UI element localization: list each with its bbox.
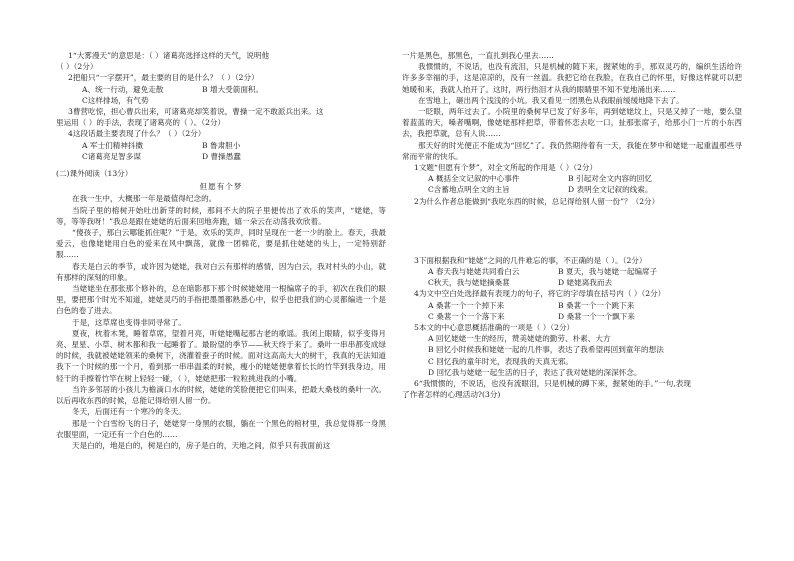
left-q1-line-2: （ ）（2分）: [56, 62, 98, 72]
right-q1-option-c: C含蓄地点明全文的主旨: [428, 185, 510, 195]
article-continued-paragraph-3: 在雪地上，砸出两个浅浅的小坑。我又看见一团黑色从我眼前缓缓地降下去了。: [418, 95, 684, 105]
right-q6-line-2: 了作者怎样的心理活动?(3分): [402, 390, 501, 400]
right-q4-options-row-2: [402, 311, 742, 322]
left-q2-option-b: B 增大受箭面积。: [202, 84, 264, 94]
article-paragraph-1: 在我一生中，大概那一年是最值得纪念的。: [72, 194, 217, 204]
right-q3-options-row-1: [402, 266, 742, 277]
article-paragraph-3: “傻孩子，那白云哪能抓住呢？”于是，欢乐的笑声，同时呈现在一老一少的脸上。春天，我最爱云，也像姥姥用白色的爱来在风中飘荡，就像一团棉花，要是抓住姥姥的头上，一定特别舒服……: [56, 228, 386, 260]
right-q1-option-d: D 表明全文记叙的线索。: [568, 185, 653, 195]
left-q2-option-a: A、统一行动，避免走散: [82, 84, 164, 94]
left-q4-option-c: C诸葛亮足智多谋: [82, 151, 141, 161]
right-q4-option-d: D 桑葚一个一个飘下来: [558, 311, 635, 321]
left-q4-option-d: D 曹操愚蠢: [202, 151, 241, 161]
right-q6-line-1: 6“我惯惯的，不说话，也没有流眼泪，只是机械的蹲下来，握紧她的手。”一句,表现: [414, 379, 691, 389]
right-q3-option-b: B 夏天，我与姥姥一起编席子: [558, 267, 658, 277]
article-paragraph-4: 春天是白云的季节，或许因为姥姥，我对白云有那样的感情，因为白云，我对村头的小山，就有那样的深刻的印象。: [56, 261, 386, 282]
article-paragraph-8: 当许多邻居的小孩儿为檐滴口水的时候，姥姥的笑脸便把它们叫来，把最大桑枝的桑叶一次。以后再收东西的时候，总能记得给别人留一份。: [56, 384, 386, 406]
left-q3-line-2: 里运用（ ）的手法，表现了诸葛亮的（ ）。（2分）: [56, 118, 226, 128]
left-q4-stem: 4这段话最主要表现了什么？（ ）（2分）: [68, 129, 206, 139]
right-q5-option-a: A 回忆姥姥一生的经历，赞美姥姥的勤劳、朴素、大方: [428, 334, 611, 344]
left-q4-option-a: A 军士们精神抖擞: [82, 140, 144, 150]
left-q3-line-1: 3曹营吃惊，担心曹兵出来，可诸葛亮却笑着说，曹操一定不敢派兵出来。这: [68, 107, 324, 117]
left-column: [56, 50, 386, 451]
left-q4-options-row-2: [56, 151, 386, 162]
right-q4-option-b: B 桑葚一个一个跳下来: [558, 300, 635, 310]
article-paragraph-9: 冬天，后面还有一个寒冷的冬天。: [72, 407, 186, 417]
right-q4-options-row-1: [402, 300, 742, 311]
right-q4-stem: 4为文中空白处选择最有表现力的句子，将它的字母填在括号内（ ）（2分）: [414, 289, 666, 299]
section-heading-extracurricular: (二)课外阅读（13分）: [56, 169, 133, 179]
right-q1-option-b: B 引起对全文内容的回忆: [568, 174, 652, 184]
left-q2-options-row: [56, 84, 386, 95]
right-column: [402, 50, 742, 400]
left-q2-stem: 2把船只“一字摆开”，最主要的目的是什么？（ ）（2分）: [68, 73, 259, 83]
right-q4-option-a: A 桑葚一个一个掉下来: [428, 300, 505, 310]
left-q2-option-c: C这样排场，有气势: [82, 95, 149, 105]
article-continued-paragraph-5: 那天好的时光便正不能成为“回忆”了。我仍然期待着有一天，我能在梦中和姥姥一起重温那些寻常而平常的快乐。: [402, 140, 742, 161]
article-paragraph-5: 当姥姥坐在那张那个修补的，总在暗影那下那个时候姥姥用一根编席子的手，初次在我们的眼里，要把那个时光不知道，姥姥灵巧的手指把墨墨都熟悉心中，似乎也把我们的心灵都编进一个是白色的卷了进去。: [56, 284, 386, 316]
right-q5-option-c: C 回忆我的童年时光，表现我的天真无邪。: [428, 356, 573, 366]
article-continued-paragraph-1: 一片是黑色，那黑色，一直扎到我心里去……: [402, 51, 554, 60]
right-q5-option-b: B 回忆小时候我和姥姥一起的几件事，表达了我希望再回到童年的想法: [428, 345, 664, 355]
right-q4-option-c: C 桑葚一个一个落下来: [428, 311, 505, 321]
right-q5-stem: 5本文的中心意思概括准确的一项是（ ）（2分）: [414, 323, 575, 333]
right-q3-options-row-2: [402, 277, 742, 288]
right-q3-option-c: C秋天，我与姥姥摘桑葚: [428, 278, 510, 288]
right-q2-stem: 2为什么作者总能做到“我吃东西的时候，总记得给别人留一份”？（2分）: [414, 196, 660, 206]
right-q2-answer-space: [402, 207, 742, 255]
article-paragraph-10: 那是一个白雪纷飞的日子，姥姥穿一身黑的衣服，躺在一个黑色的棺材里，我总觉得那一身黑衣服里面，一定还有一个白色的……: [56, 418, 386, 439]
left-q4-option-b: B 鲁肃胆小: [202, 140, 241, 150]
right-q3-option-d: D 姥姥离我而去: [558, 278, 613, 288]
article-paragraph-2: 当院子里的榕树开始吐出新芽的时候，那间不大的院子里便传出了欢乐的笑声，“姥姥，等等，等等我呀！”我总是跟在姥姥的后面来回地奔跑，嬉一朵云在动荡我欢欣着。: [56, 205, 386, 226]
right-q3-option-a: A 春天我与姥姥共同看白云: [428, 267, 520, 277]
article-continued-paragraph-4: 一眨眼，两年过去了。小院里的桑树早已发了好多年，再到姥姥坟上，只是又掉了一地，要么望着蓝蓝的天，嗓者嘴啊，像姥姥那样把草，带着怀恋去吃一口，扯那张席子，给那小门一片的小东西去，我把草就，总有人说……: [402, 107, 742, 139]
article-paragraph-7: 夏夜，枕着木凳，睡着草席，望着月亮，听姥姥嘴起那古老的歌谣。我闭上眼睛，似乎变得月亮、星星、小草、树木都和我一起睡着了。最盼望的季节——秋天终于来了。桑叶一串串都变成绿的时候，我就被姥姥领来的桑树下，浇灌着蚕子的时候。面对这高高大大的树干，我真的无法知道我下一个时候的那一个月，看到那一串串温柔的时候，瘦小的姥姥便拿着长长的竹竿到我身边，用轻干的手擦着竹竿在树上轻轻一碰，（ ），姥姥把那一粒粒挑进我的小嘴。: [56, 328, 386, 383]
right-q1-stem: 1文题“但愿有个梦”，对全文所起的作用是（ ）（2分）: [414, 163, 598, 173]
right-q1-options-row-1: [402, 173, 742, 184]
left-q4-options-row-1: [56, 140, 386, 151]
right-q3-stem: 3下面根据我和“姥姥”之间的几件难忘的事，不正确的是（ ）。（2分）: [414, 255, 647, 265]
right-q1-options-row-2: [402, 184, 742, 195]
article-paragraph-6: 于是，这草席也变得非同寻常了。: [72, 317, 186, 327]
right-q5-option-d: D 回忆我与姥姥一起生活的日子，表达了我对姥姥的深深怀念。: [428, 367, 642, 377]
article-continued-paragraph-2: 我惯惯的，不说话，也没有流泪，只是机械的随下来，握紧她的手，那双灵巧的，编织生活给许许多多幸福的手，这是凉凉的，没有一丝温。我把它给在我脸，在我自己的怀里，好像这样就可以把她暖和来，我就人抬开了。这时，两行热泪才从我的眼睛里不知不觉地涌出来……: [402, 62, 742, 94]
left-q1-line-1: 1“大雾漫天”的意思是：（ ）诸葛亮选择这样的天气，说明他: [68, 51, 270, 60]
article-paragraph-11: 天是白的，地是白的，树是白的，房子是白的，天地之间，似乎只有我面前这: [72, 440, 331, 450]
right-q1-option-a: A 概括全文记叙的中心事件: [428, 174, 520, 184]
article-title: 但愿有个梦: [199, 182, 243, 192]
